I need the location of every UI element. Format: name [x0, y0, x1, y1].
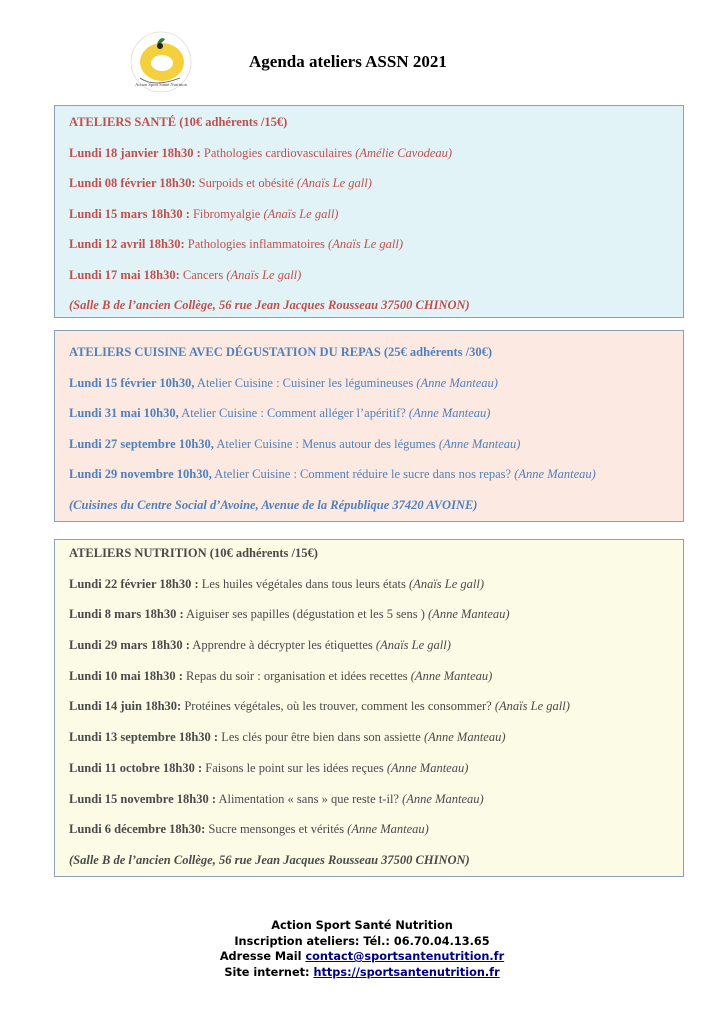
- item-topic: Sucre mensonges et vérités: [205, 822, 348, 837]
- cuisine-item: [69, 406, 669, 421]
- nutrition-heading: ATELIERS NUTRITION (10€ adhérents /15€): [69, 546, 318, 560]
- ateliers-sante-box: [54, 105, 684, 318]
- assn-logo: [124, 30, 198, 94]
- nutrition-location: (Salle B de l’ancien Collège, 56 rue Jean Jacques Rousseau 37500 CHINON): [69, 852, 470, 867]
- item-date: Lundi 15 février 10h30,: [69, 375, 195, 390]
- sante-item: [69, 146, 669, 161]
- ateliers-nutrition-box: [54, 539, 684, 877]
- ateliers-cuisine-box: [54, 330, 684, 522]
- sante-location: (Salle B de l’ancien Collège, 56 rue Jean Jacques Rousseau 37500 CHINON): [69, 298, 470, 312]
- item-date: Lundi 8 mars 18h30 :: [69, 607, 184, 622]
- item-date: Lundi 22 février 18h30 :: [69, 576, 199, 591]
- item-date: Lundi 29 novembre 10h30,: [69, 467, 212, 481]
- cuisine-item: [69, 437, 669, 452]
- item-topic: Atelier Cuisine : Menus autour des légumes: [213, 436, 439, 451]
- item-topic: Atelier Cuisine : Comment alléger l’apéritif?: [178, 406, 409, 420]
- nutrition-item: [69, 792, 669, 807]
- nutrition-item: [69, 607, 669, 622]
- footer-mail-line: [0, 949, 724, 965]
- cuisine-heading: ATELIERS CUISINE AVEC DÉGUSTATION DU REPAS (25€ adhérents /30€): [69, 345, 492, 359]
- nutrition-item: [69, 730, 669, 745]
- item-speaker: (Anne Manteau): [410, 668, 493, 683]
- sante-item: [69, 268, 669, 283]
- item-speaker: (Anne Manteau): [438, 436, 521, 451]
- item-speaker: (Anne Manteau): [408, 406, 491, 420]
- item-topic: Faisons le point sur les idées reçues: [202, 760, 387, 775]
- item-date: Lundi 15 novembre 18h30 :: [69, 791, 217, 806]
- item-topic: Fibromyalgie: [189, 206, 264, 221]
- nutrition-item: [69, 822, 669, 837]
- footer-phone: Inscription ateliers: Tél.: 06.70.04.13.65: [234, 934, 490, 948]
- nutrition-item: [69, 638, 669, 653]
- item-topic: Apprendre à décrypter les étiquettes: [189, 638, 376, 653]
- nutrition-item: [69, 577, 669, 592]
- item-topic: Surpoids et obésité: [195, 176, 297, 190]
- item-speaker: (Anaïs Le gall): [263, 206, 339, 221]
- item-speaker: (Amélie Cavodeau): [355, 145, 453, 160]
- item-topic: Pathologies cardiovasculaires: [200, 145, 356, 160]
- item-date: Lundi 27 septembre 10h30,: [69, 436, 214, 451]
- item-topic: Repas du soir : organisation et idées recettes: [182, 668, 411, 683]
- footer-mail-label: Adresse Mail: [219, 950, 306, 963]
- item-topic: Alimentation « sans » que reste t-il?: [216, 791, 403, 806]
- item-speaker: (Anaïs Le gall): [328, 237, 404, 251]
- cuisine-location: (Cuisines du Centre Social d’Avoine, Avenue de la République 37420 AVOINE): [69, 497, 478, 512]
- sante-item: [69, 176, 669, 191]
- sante-item: [69, 237, 669, 252]
- item-topic: Protéines végétales, où les trouver, comment les consommer?: [181, 699, 495, 714]
- page-title: Agenda ateliers ASSN 2021: [249, 52, 447, 71]
- item-speaker: (Anaïs Le gall): [296, 176, 372, 190]
- nutrition-item: [69, 761, 669, 776]
- item-speaker: (Anne Manteau): [416, 375, 498, 390]
- item-speaker: (Anne Manteau): [423, 730, 506, 745]
- footer-site-label: Site internet:: [224, 965, 314, 979]
- item-date: Lundi 17 mai 18h30:: [69, 267, 180, 282]
- item-speaker: (Anaïs Le gall): [375, 638, 451, 653]
- item-topic: Les clés pour être bien dans son assiette: [218, 730, 424, 745]
- item-topic: Aiguiser ses papilles (dégustation et les 5 sens ): [183, 607, 429, 622]
- item-speaker: (Anne Manteau): [347, 822, 429, 837]
- sante-item: [69, 207, 669, 222]
- logo-text: Action Sport Santé Nutrition: [135, 82, 187, 87]
- item-topic: Atelier Cuisine : Cuisiner les légumineuses: [194, 375, 417, 390]
- item-speaker: (Anaïs Le gall): [226, 267, 302, 282]
- sante-heading: ATELIERS SANTÉ (10€ adhérents /15€): [69, 115, 288, 129]
- item-speaker: (Anaïs Le gall): [494, 699, 570, 714]
- nutrition-item: [69, 699, 669, 714]
- nutrition-item: [69, 669, 669, 684]
- item-date: Lundi 31 mai 10h30,: [69, 406, 179, 420]
- cuisine-item: [69, 467, 669, 482]
- site-link[interactable]: https://sportsantenutrition.fr: [313, 965, 500, 979]
- item-speaker: (Anaïs Le gall): [409, 576, 485, 591]
- item-date: Lundi 18 janvier 18h30 :: [69, 145, 201, 160]
- item-date: Lundi 13 septembre 18h30 :: [69, 730, 219, 745]
- item-speaker: (Anne Manteau): [402, 791, 484, 806]
- item-date: Lundi 29 mars 18h30 :: [69, 638, 190, 653]
- item-topic: Les huiles végétales dans tous leurs états: [198, 576, 410, 591]
- footer-org: Action Sport Santé Nutrition: [271, 919, 453, 932]
- item-date: Lundi 11 octobre 18h30 :: [69, 760, 203, 775]
- item-speaker: (Anne Manteau): [386, 760, 469, 775]
- item-date: Lundi 15 mars 18h30 :: [69, 206, 190, 221]
- item-date: Lundi 14 juin 18h30:: [69, 699, 182, 714]
- mail-link[interactable]: contact@sportsantenutrition.fr: [305, 950, 505, 963]
- item-topic: Atelier Cuisine : Comment réduire le sucre dans nos repas?: [211, 467, 515, 481]
- item-date: Lundi 12 avril 18h30:: [69, 237, 185, 251]
- item-date: Lundi 6 décembre 18h30:: [69, 822, 206, 837]
- item-speaker: (Anne Manteau): [428, 607, 510, 622]
- footer-site-line: [0, 965, 724, 981]
- footer: [0, 918, 724, 980]
- item-topic: Pathologies inflammatoires: [184, 237, 329, 251]
- item-speaker: (Anne Manteau): [514, 467, 596, 481]
- item-topic: Cancers: [179, 267, 227, 282]
- item-date: Lundi 08 février 18h30:: [69, 176, 196, 190]
- cuisine-item: [69, 376, 669, 391]
- item-date: Lundi 10 mai 18h30 :: [69, 668, 183, 683]
